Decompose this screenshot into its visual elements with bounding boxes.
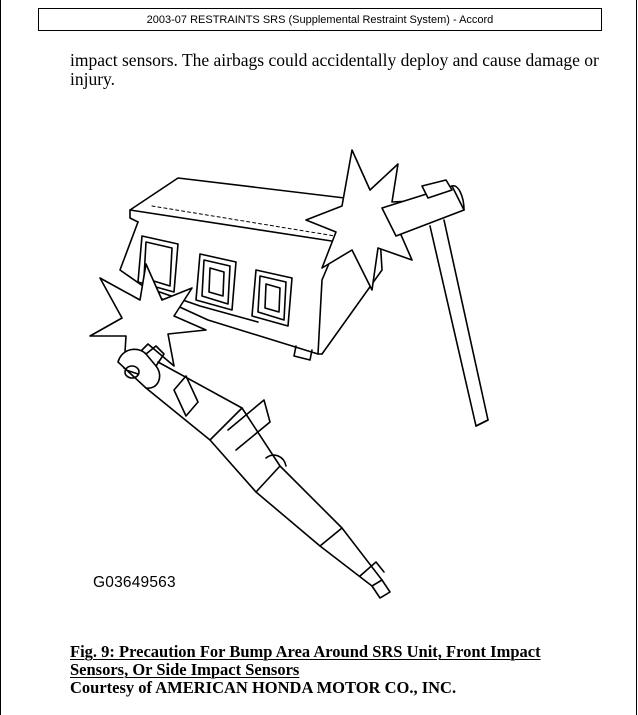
body-paragraph: impact sensors. The airbags could accidentally deploy and cause damage or injury. bbox=[70, 50, 599, 89]
hammer-icon bbox=[382, 180, 488, 426]
page-header bbox=[38, 8, 602, 31]
figure-caption bbox=[70, 643, 590, 697]
figure-caption-courtesy: Courtesy of AMERICAN HONDA MOTOR CO., INC. bbox=[70, 678, 457, 697]
figure-code: G03649563 bbox=[93, 574, 176, 591]
header-title: 2003-07 RESTRAINTS SRS (Supplemental Restraint System) - Accord bbox=[146, 13, 494, 26]
screwdriver-icon bbox=[118, 346, 390, 598]
precaution-illustration bbox=[60, 140, 580, 610]
figure-caption-title: Fig. 9: Precaution For Bump Area Around SRS Unit, Front Impact Sensors, Or Side Impact Sensors bbox=[70, 642, 541, 679]
